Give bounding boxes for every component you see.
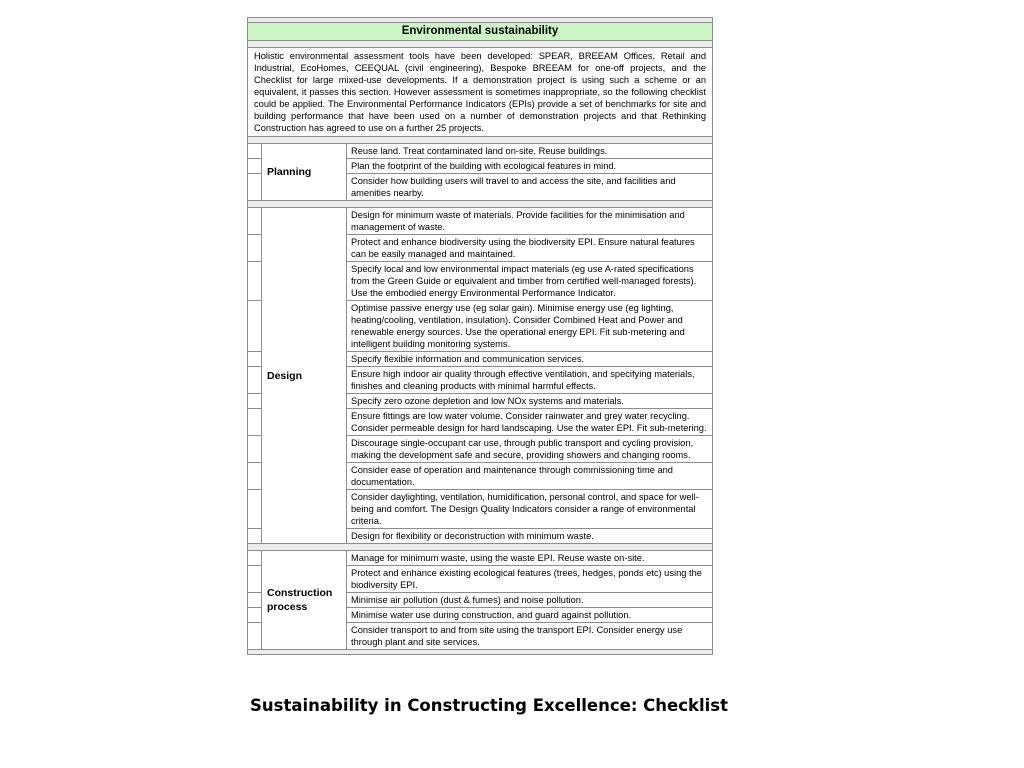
checklist-item: Design for minimum waste of materials. Provide facilities for the minimisation and management of waste.	[347, 208, 713, 235]
checklist-row	[248, 208, 713, 235]
checklist-item: Minimise water use during construction, and guard against pollution.	[347, 608, 713, 623]
blank-cell	[248, 262, 262, 301]
checklist-item: Consider transport to and from site using the transport EPI. Consider energy use through plant and site services.	[347, 623, 713, 650]
intro-paragraph: Holistic environmental assessment tools have been developed: SPEAR, BREEAM Offices, Retail and Industrial, EcoHomes, CEEQUAL (civil engineering), Bespoke BREEAM for one-off projects, and the Checklist for large mixed-use developments. If a demonstration project is using such a scheme or an equivalent, it passes this section. However assessment is sometimes inappropriate, so the following checklist could be applied. The Environmental Performance Indicators (EPIs) provide a set of benchmarks for site and building performance that have been used on a number of demonstration projects and that Rethinking Construction has agreed to use on a further 25 projects.	[248, 48, 713, 137]
blank-cell	[248, 529, 262, 544]
blank-cell	[248, 593, 262, 608]
table-title: Environmental sustainability	[248, 23, 713, 41]
section-label: Design	[262, 208, 347, 544]
blank-cell	[248, 174, 262, 201]
blank-cell	[248, 566, 262, 593]
page-caption: Sustainability in Constructing Excellence: Checklist	[250, 696, 729, 715]
checklist-item: Specify zero ozone depletion and low NOx systems and materials.	[347, 394, 713, 409]
spacer-row	[248, 544, 713, 551]
section-label: Planning	[262, 144, 347, 201]
spacer-row	[248, 650, 713, 655]
blank-cell	[248, 144, 262, 159]
blank-cell	[248, 159, 262, 174]
blank-cell	[248, 409, 262, 436]
checklist-item: Manage for minimum waste, using the waste EPI. Reuse waste on-site.	[347, 551, 713, 566]
checklist-item: Discourage single-occupant car use, through public transport and cycling provision, making the development safe and secure, providing showers and changing rooms.	[347, 436, 713, 463]
blank-cell	[248, 623, 262, 650]
section-label: Construction process	[262, 551, 347, 650]
checklist-row	[248, 144, 713, 159]
checklist-item: Optimise passive energy use (eg solar gain). Minimise energy use (eg lighting, heating/cooling, ventilation, insulation). Consider Combined Heat and Power and renewable energy sources. Use the operational energy EPI. Fit sub-metering and intelligent building monitoring systems.	[347, 301, 713, 352]
checklist-item: Consider daylighting, ventilation, humidification, personal control, and space for well-being and comfort. The Design Quality Indicators consider a range of environmental criteria.	[347, 490, 713, 529]
blank-cell	[248, 352, 262, 367]
checklist-table	[247, 17, 713, 655]
checklist-item: Plan the footprint of the building with ecological features in mind.	[347, 159, 713, 174]
blank-cell	[248, 490, 262, 529]
checklist-item: Reuse land. Treat contaminated land on-site. Reuse buildings.	[347, 144, 713, 159]
spacer-row	[248, 201, 713, 208]
spacer-row	[248, 137, 713, 144]
checklist-item: Protect and enhance existing ecological features (trees, hedges, ponds etc) using the biodiversity EPI.	[347, 566, 713, 593]
intro-row	[248, 48, 713, 137]
checklist-item: Consider ease of operation and maintenance through commissioning time and documentation.	[347, 463, 713, 490]
blank-cell	[248, 608, 262, 623]
checklist-row	[248, 551, 713, 566]
blank-cell	[248, 394, 262, 409]
checklist-item: Ensure fittings are low water volume. Consider rainwater and grey water recycling. Consider permeable design for hard landscaping. Use the water EPI. Fit sub-metering.	[347, 409, 713, 436]
blank-cell	[248, 301, 262, 352]
checklist-item: Specify flexible information and communication services.	[347, 352, 713, 367]
blank-cell	[248, 463, 262, 490]
checklist-item: Design for flexibility or deconstruction with minimum waste.	[347, 529, 713, 544]
blank-cell	[248, 551, 262, 566]
checklist-item: Minimise air pollution (dust & fumes) and noise pollution.	[347, 593, 713, 608]
checklist-item: Specify local and low environmental impact materials (eg use A-rated specifications from the Green Guide or equivalent and timber from certified well-managed forests). Use the embodied energy Environmental Performance Indicator.	[347, 262, 713, 301]
blank-cell	[248, 235, 262, 262]
spacer-row	[248, 41, 713, 48]
checklist-item: Protect and enhance biodiversity using the biodiversity EPI. Ensure natural features can be easily managed and maintained.	[347, 235, 713, 262]
blank-cell	[248, 208, 262, 235]
title-row	[248, 23, 713, 41]
checklist-item: Ensure high indoor air quality through effective ventilation, and specifying materials, finishes and cleaning products with minimal harmful effects.	[347, 367, 713, 394]
blank-cell	[248, 367, 262, 394]
blank-cell	[248, 436, 262, 463]
checklist-item: Consider how building users will travel to and access the site, and facilities and amenities nearby.	[347, 174, 713, 201]
